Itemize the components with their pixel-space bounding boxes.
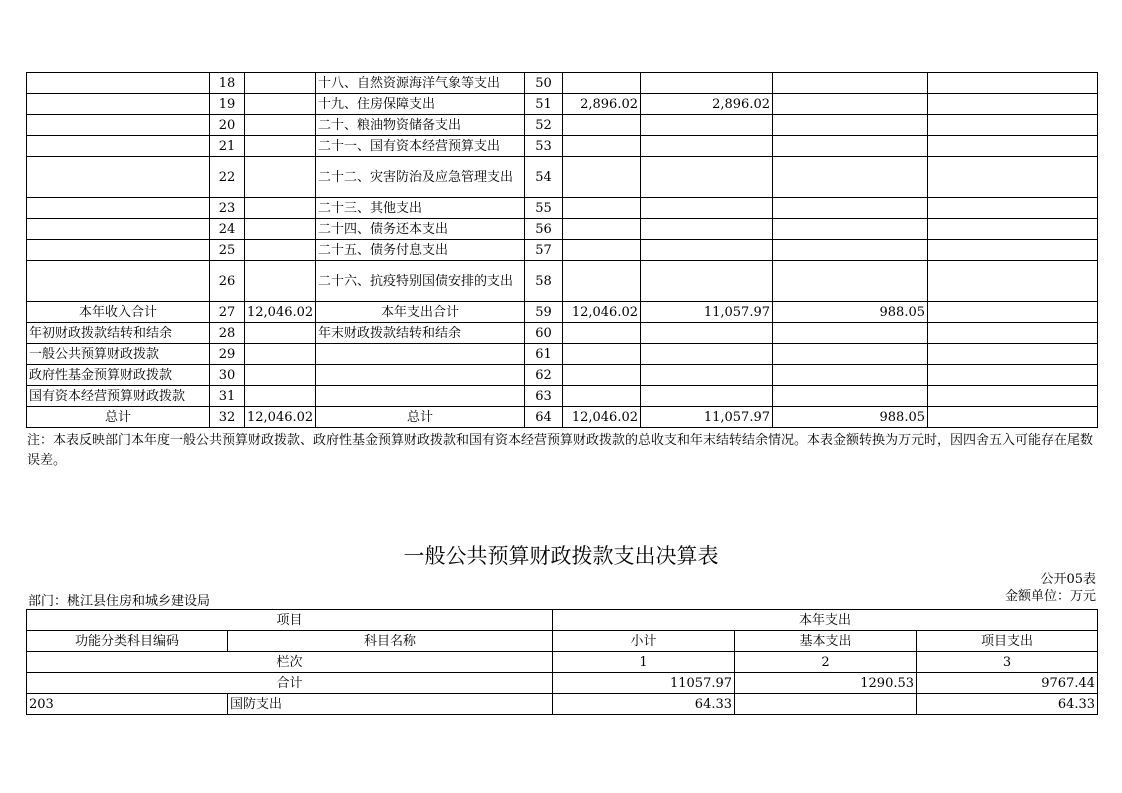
header-basic: 基本支出 — [735, 631, 917, 652]
capital-budget-cell — [928, 365, 1098, 386]
expense-line-no-cell: 62 — [525, 365, 563, 386]
table-row — [27, 115, 1098, 136]
fund-budget-cell — [773, 219, 928, 240]
subject-code-cell: 203 — [27, 694, 228, 715]
expense-item-cell: 总计 — [316, 407, 525, 428]
income-amount-cell — [245, 219, 316, 240]
income-item-cell — [27, 198, 210, 219]
capital-budget-cell — [928, 386, 1098, 407]
expense-item-cell: 二十、粮油物资储备支出 — [316, 115, 525, 136]
income-amount-cell — [245, 198, 316, 219]
expense-total-cell — [563, 136, 641, 157]
income-amount-cell — [245, 386, 316, 407]
expense-item-cell: 二十三、其他支出 — [316, 198, 525, 219]
capital-budget-cell — [928, 198, 1098, 219]
expense-total-cell — [563, 115, 641, 136]
column-number-2: 2 — [735, 652, 917, 673]
fund-budget-cell — [773, 73, 928, 94]
fund-budget-cell — [773, 136, 928, 157]
expense-line-no-cell: 59 — [525, 302, 563, 323]
general-budget-cell — [641, 198, 773, 219]
capital-budget-cell — [928, 219, 1098, 240]
expense-line-no-cell: 53 — [525, 136, 563, 157]
table-code: 公开05表 — [1040, 572, 1096, 587]
project-expense-cell: 64.33 — [917, 694, 1098, 715]
income-amount-cell — [245, 136, 316, 157]
income-line-no-cell: 19 — [210, 94, 245, 115]
fund-budget-cell — [773, 344, 928, 365]
fund-budget-cell — [773, 261, 928, 302]
general-budget-cell: 11,057.97 — [641, 302, 773, 323]
expense-line-no-cell: 56 — [525, 219, 563, 240]
capital-budget-cell — [928, 323, 1098, 344]
income-line-no-cell: 23 — [210, 198, 245, 219]
income-item-cell: 一般公共预算财政拨款 — [27, 344, 210, 365]
fund-budget-cell — [773, 115, 928, 136]
table-note: 注：本表反映部门本年度一般公共预算财政拨款、政府性基金预算财政拨款和国有资本经营预算财政拨款的总收支和年末结转结余情况。本表金额转换为万元时，因四舍五入可能存在尾数误差。 — [27, 433, 1094, 468]
expense-item-cell: 二十一、国有资本经营预算支出 — [316, 136, 525, 157]
expense-item-cell: 十八、自然资源海洋气象等支出 — [316, 73, 525, 94]
income-line-no-cell: 28 — [210, 323, 245, 344]
column-number-1: 1 — [553, 652, 735, 673]
expense-total-cell: 2,896.02 — [563, 94, 641, 115]
income-amount-cell: 12,046.02 — [245, 407, 316, 428]
income-line-no-cell: 31 — [210, 386, 245, 407]
header-code: 功能分类科目编码 — [27, 631, 228, 652]
table-row — [27, 136, 1098, 157]
expense-table-body — [27, 694, 1098, 715]
fund-budget-cell: 988.05 — [773, 302, 928, 323]
header-expense: 本年支出 — [553, 610, 1098, 631]
expense-total-cell — [563, 344, 641, 365]
expense-total-cell — [563, 240, 641, 261]
income-line-no-cell: 26 — [210, 261, 245, 302]
general-budget-cell — [641, 386, 773, 407]
header-name: 科目名称 — [228, 631, 553, 652]
table-row — [27, 219, 1098, 240]
fund-budget-cell — [773, 323, 928, 344]
total-label: 合计 — [27, 673, 553, 694]
expense-item-cell: 二十五、债务付息支出 — [316, 240, 525, 261]
income-item-cell — [27, 73, 210, 94]
table-row — [27, 323, 1098, 344]
expense-total-cell — [563, 198, 641, 219]
expense-total-cell — [563, 73, 641, 94]
expense-item-cell — [316, 386, 525, 407]
expense-total-cell — [563, 386, 641, 407]
header-subtotal: 小计 — [553, 631, 735, 652]
fund-budget-cell — [773, 157, 928, 198]
capital-budget-cell — [928, 302, 1098, 323]
header-item: 项目 — [27, 610, 553, 631]
income-line-no-cell: 32 — [210, 407, 245, 428]
table-row — [27, 407, 1098, 428]
expense-line-no-cell: 64 — [525, 407, 563, 428]
table-row — [27, 198, 1098, 219]
general-budget-cell — [641, 365, 773, 386]
expense-total-cell: 12,046.02 — [563, 302, 641, 323]
income-line-no-cell: 25 — [210, 240, 245, 261]
income-line-no-cell: 20 — [210, 115, 245, 136]
income-item-cell: 年初财政拨款结转和结余 — [27, 323, 210, 344]
expense-line-no-cell: 54 — [525, 157, 563, 198]
expense-item-cell — [316, 365, 525, 386]
income-line-no-cell: 22 — [210, 157, 245, 198]
income-amount-cell — [245, 115, 316, 136]
expense-item-cell: 二十四、债务还本支出 — [316, 219, 525, 240]
subtotal-cell: 64.33 — [553, 694, 735, 715]
department-label: 部门：桃江县住房和城乡建设局 — [28, 594, 211, 609]
income-item-cell — [27, 94, 210, 115]
general-budget-cell — [641, 73, 773, 94]
expense-item-cell: 二十二、灾害防治及应急管理支出 — [316, 157, 525, 198]
column-label: 栏次 — [27, 652, 553, 673]
general-budget-cell: 11,057.97 — [641, 407, 773, 428]
income-amount-cell: 12,046.02 — [245, 302, 316, 323]
income-line-no-cell: 24 — [210, 219, 245, 240]
expense-total-cell — [563, 157, 641, 198]
table-row — [27, 261, 1098, 302]
expense-line-no-cell: 50 — [525, 73, 563, 94]
expense-item-cell: 年末财政拨款结转和结余 — [316, 323, 525, 344]
fund-budget-cell: 988.05 — [773, 407, 928, 428]
fund-budget-cell — [773, 386, 928, 407]
fund-budget-cell — [773, 94, 928, 115]
income-amount-cell — [245, 365, 316, 386]
subject-name-cell: 国防支出 — [228, 694, 553, 715]
general-budget-cell — [641, 344, 773, 365]
balance-table — [26, 72, 1098, 428]
capital-budget-cell — [928, 261, 1098, 302]
expense-item-cell: 十九、住房保障支出 — [316, 94, 525, 115]
column-number-3: 3 — [917, 652, 1098, 673]
capital-budget-cell — [928, 240, 1098, 261]
expense-item-cell: 二十六、抗疫特别国债安排的支出 — [316, 261, 525, 302]
expense-table — [26, 609, 1098, 715]
income-line-no-cell: 27 — [210, 302, 245, 323]
income-item-cell: 本年收入合计 — [27, 302, 210, 323]
income-amount-cell — [245, 344, 316, 365]
income-amount-cell — [245, 94, 316, 115]
income-amount-cell — [245, 240, 316, 261]
total-basic: 1290.53 — [735, 673, 917, 694]
general-budget-cell — [641, 240, 773, 261]
table-row — [27, 240, 1098, 261]
expense-line-no-cell: 52 — [525, 115, 563, 136]
total-subtotal: 11057.97 — [553, 673, 735, 694]
fund-budget-cell — [773, 365, 928, 386]
income-amount-cell — [245, 73, 316, 94]
table-row — [27, 365, 1098, 386]
fund-budget-cell — [773, 198, 928, 219]
expense-total-cell — [563, 323, 641, 344]
capital-budget-cell — [928, 136, 1098, 157]
expense-total-cell — [563, 219, 641, 240]
general-budget-cell — [641, 136, 773, 157]
header-project: 项目支出 — [917, 631, 1098, 652]
expense-item-cell — [316, 344, 525, 365]
fund-budget-cell — [773, 240, 928, 261]
expense-line-no-cell: 57 — [525, 240, 563, 261]
income-line-no-cell: 18 — [210, 73, 245, 94]
total-project: 9767.44 — [917, 673, 1098, 694]
income-item-cell — [27, 219, 210, 240]
income-item-cell: 国有资本经营预算财政拨款 — [27, 386, 210, 407]
income-item-cell: 总计 — [27, 407, 210, 428]
expense-line-no-cell: 55 — [525, 198, 563, 219]
capital-budget-cell — [928, 94, 1098, 115]
table-row — [27, 157, 1098, 198]
general-budget-cell — [641, 157, 773, 198]
income-line-no-cell: 30 — [210, 365, 245, 386]
income-item-cell — [27, 261, 210, 302]
table-row — [27, 94, 1098, 115]
income-amount-cell — [245, 261, 316, 302]
income-item-cell — [27, 157, 210, 198]
expense-line-no-cell: 63 — [525, 386, 563, 407]
capital-budget-cell — [928, 407, 1098, 428]
income-item-cell — [27, 136, 210, 157]
expense-total-cell: 12,046.02 — [563, 407, 641, 428]
income-item-cell — [27, 240, 210, 261]
capital-budget-cell — [928, 344, 1098, 365]
table-row — [27, 73, 1098, 94]
table-row — [27, 302, 1098, 323]
general-budget-cell: 2,896.02 — [641, 94, 773, 115]
expense-total-cell — [563, 261, 641, 302]
expense-line-no-cell: 58 — [525, 261, 563, 302]
capital-budget-cell — [928, 73, 1098, 94]
general-budget-cell — [641, 219, 773, 240]
capital-budget-cell — [928, 115, 1098, 136]
expense-line-no-cell: 51 — [525, 94, 563, 115]
income-item-cell: 政府性基金预算财政拨款 — [27, 365, 210, 386]
basic-expense-cell — [735, 694, 917, 715]
table-row — [27, 386, 1098, 407]
table-row — [27, 344, 1098, 365]
income-item-cell — [27, 115, 210, 136]
expense-total-cell — [563, 365, 641, 386]
income-amount-cell — [245, 157, 316, 198]
expense-line-no-cell: 60 — [525, 323, 563, 344]
balance-table-body — [27, 73, 1098, 428]
general-budget-cell — [641, 261, 773, 302]
expense-line-no-cell: 61 — [525, 344, 563, 365]
general-budget-cell — [641, 323, 773, 344]
amount-unit: 金额单位：万元 — [1004, 589, 1096, 604]
income-amount-cell — [245, 323, 316, 344]
income-line-no-cell: 21 — [210, 136, 245, 157]
general-budget-cell — [641, 115, 773, 136]
expense-item-cell: 本年支出合计 — [316, 302, 525, 323]
capital-budget-cell — [928, 157, 1098, 198]
table-row — [27, 694, 1098, 715]
table-title: 一般公共预算财政拨款支出决算表 — [403, 544, 719, 568]
income-line-no-cell: 29 — [210, 344, 245, 365]
